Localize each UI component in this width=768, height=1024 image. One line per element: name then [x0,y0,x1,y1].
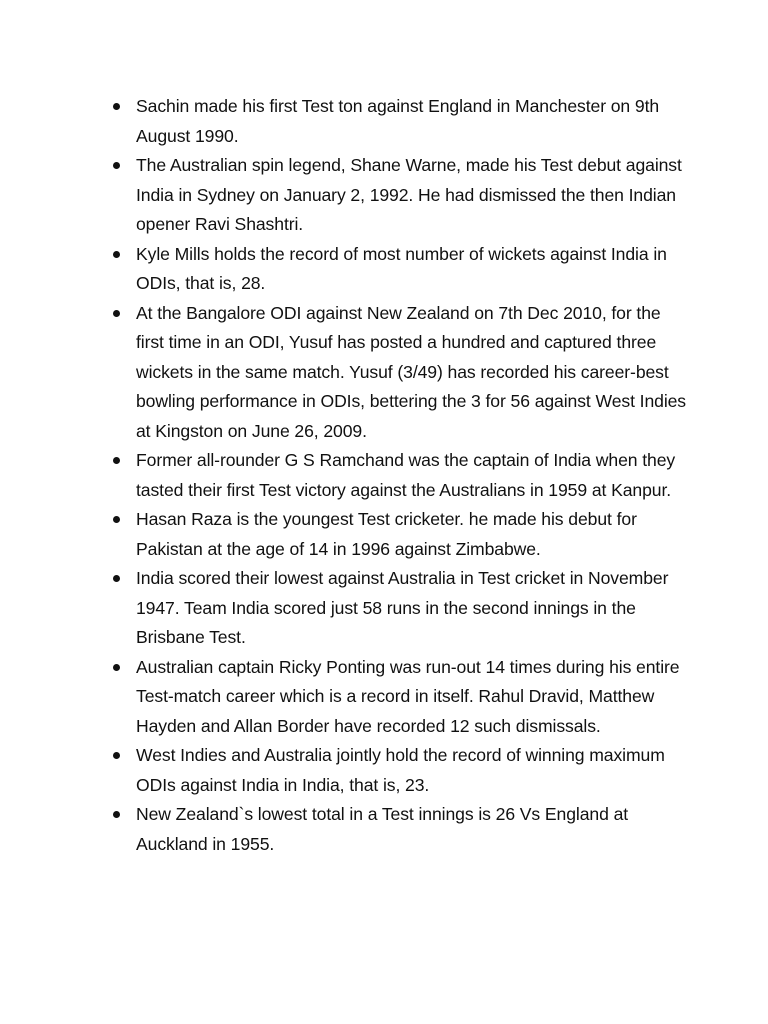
list-item [113,240,693,299]
fact-text: Australian captain Ricky Ponting was run-out 14 times during his entire Test-match career which is a record in itself. Rahul Dravid, Matthew Hayden and Allan Border have recorded 12 such dismissals. [136,656,680,736]
list-item [113,299,693,447]
fact-text: The Australian spin legend, Shane Warne, made his Test debut against India in Sydney on January 2, 1992. He had dismissed the then Indian opener Ravi Shashtri. [136,155,682,234]
bullet-icon [113,664,120,671]
bullet-icon [113,310,120,317]
list-item [113,564,693,653]
bullet-icon [113,457,120,464]
bullet-icon [113,162,120,169]
list-item [113,653,693,742]
fact-text: New Zealand`s lowest total in a Test innings is 26 Vs England at Auckland in 1955. [136,804,629,854]
bullet-icon [113,752,120,759]
bullet-icon [113,811,120,818]
fact-text: Kyle Mills holds the record of most number of wickets against India in ODIs, that is, 28. [136,243,667,293]
fact-text: West Indies and Australia jointly hold the record of winning maximum ODIs against India in India, that is, 23. [136,745,665,795]
fact-text: Sachin made his first Test ton against England in Manchester on 9th August 1990. [136,96,660,146]
list-item [113,92,693,151]
list-item [113,741,693,800]
list-item [113,446,693,505]
fact-list [113,92,693,859]
fact-text: Hasan Raza is the youngest Test cricketer. he made his debut for Pakistan at the age of 14 in 1996 against Zimbabwe. [136,509,637,559]
list-item [113,151,693,240]
bullet-icon [113,516,120,523]
bullet-icon [113,251,120,258]
fact-text: At the Bangalore ODI against New Zealand on 7th Dec 2010, for the first time in an ODI, Yusuf has posted a hundred and captured three wickets in the same match. Yusuf (3/49) has recorded his career-best bowling performance in ODIs, bettering the 3 for 56 against West Indies at Kingston on June 26, 2009. [136,302,687,441]
bullet-icon [113,575,120,582]
bullet-icon [113,103,120,110]
fact-text: India scored their lowest against Australia in Test cricket in November 1947. Team India scored just 58 runs in the second innings in the Brisbane Test. [136,568,669,647]
list-item [113,505,693,564]
fact-text: Former all-rounder G S Ramchand was the captain of India when they tasted their first Test victory against the Australians in 1959 at Kanpur. [136,450,676,500]
list-item [113,800,693,859]
